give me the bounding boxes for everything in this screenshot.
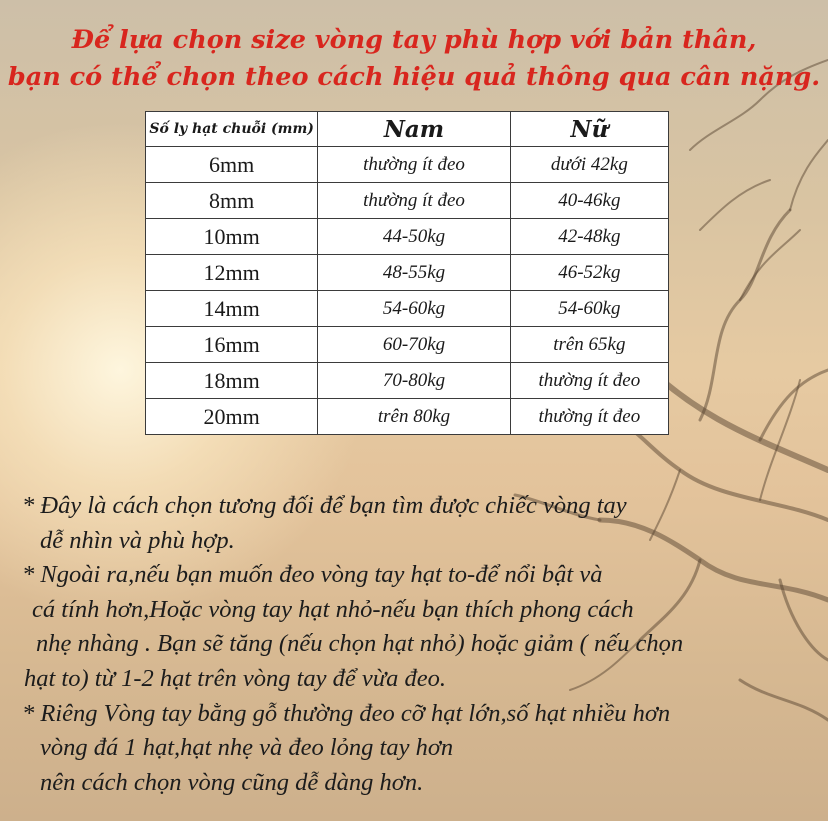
table-row <box>146 183 669 219</box>
table-row <box>146 327 669 363</box>
table-row <box>146 147 669 183</box>
cell-male: thường ít đeo <box>318 147 510 183</box>
cell-size: 8mm <box>146 183 318 219</box>
cell-male: 44-50kg <box>318 219 510 255</box>
cell-male: trên 80kg <box>318 399 510 435</box>
note-line: hạt to) từ 1-2 hạt trên vòng tay để vừa đeo. <box>24 664 447 692</box>
cell-size: 12mm <box>146 255 318 291</box>
cell-female: dưới 42kg <box>510 147 668 183</box>
cell-female: 40-46kg <box>510 183 668 219</box>
header-male: Nam <box>318 112 510 147</box>
cell-female: trên 65kg <box>510 327 668 363</box>
note-line: vòng đá 1 hạt,hạt nhẹ và đeo lỏng tay hơn <box>40 734 454 762</box>
note-line: dễ nhìn và phù hợp. <box>40 526 235 554</box>
cell-size: 6mm <box>146 147 318 183</box>
cell-male: 60-70kg <box>318 327 510 363</box>
cell-male: 48-55kg <box>318 255 510 291</box>
title-line-2: bạn có thể chọn theo cách hiệu quả thông qua cân nặng. <box>7 62 821 92</box>
cell-size: 10mm <box>146 219 318 255</box>
cell-size: 16mm <box>146 327 318 363</box>
cell-male: thường ít đeo <box>318 183 510 219</box>
cell-female: 54-60kg <box>510 291 668 327</box>
cell-female: 42-48kg <box>510 219 668 255</box>
page-title <box>0 22 828 96</box>
table-row <box>146 255 669 291</box>
note-line: nên cách chọn vòng cũng dễ dàng hơn. <box>40 768 424 796</box>
notes-section <box>22 489 822 800</box>
cell-size: 20mm <box>146 399 318 435</box>
title-line-1: Để lựa chọn size vòng tay phù hợp với bản thân, <box>71 25 757 55</box>
table-row <box>146 219 669 255</box>
header-female: Nữ <box>510 112 668 147</box>
table-header-row <box>146 112 669 147</box>
table-row <box>146 399 669 435</box>
cell-female: thường ít đeo <box>510 399 668 435</box>
cell-size: 14mm <box>146 291 318 327</box>
header-bead-size: Số ly hạt chuỗi (mm) <box>146 112 318 147</box>
note-line: * Đây là cách chọn tương đối để bạn tìm được chiếc vòng tay <box>22 492 627 519</box>
note-line: * Ngoài ra,nếu bạn muốn đeo vòng tay hạt to-để nổi bật và <box>22 561 603 589</box>
table-row <box>146 291 669 327</box>
cell-male: 54-60kg <box>318 291 510 327</box>
cell-female: thường ít đeo <box>510 363 668 399</box>
bracelet-size-table <box>145 111 669 435</box>
note-line: cá tính hơn,Hoặc vòng tay hạt nhỏ-nếu bạn thích phong cách <box>32 595 634 623</box>
cell-female: 46-52kg <box>510 255 668 291</box>
cell-male: 70-80kg <box>318 363 510 399</box>
table-row <box>146 363 669 399</box>
note-line: nhẹ nhàng . Bạn sẽ tăng (nếu chọn hạt nhỏ) hoặc giảm ( nếu chọn <box>36 630 684 658</box>
cell-size: 18mm <box>146 363 318 399</box>
note-line: * Riêng Vòng tay bằng gỗ thường đeo cỡ hạt lớn,số hạt nhiều hơn <box>22 699 671 727</box>
